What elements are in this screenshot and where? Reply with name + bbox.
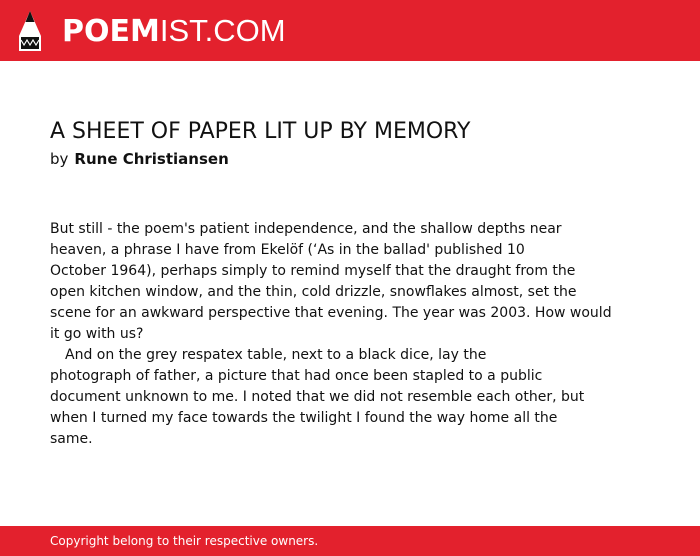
poem-line: And on the grey respatex table, next to a black dice, lay the xyxy=(65,347,487,363)
poem-line: when I turned my face towards the twilight I found the way home all the xyxy=(50,410,558,426)
poem-body xyxy=(50,219,650,450)
poem-line: scene for an awkward perspective that evening. The year was 2003. How would xyxy=(50,305,612,321)
poem-line: open kitchen window, and the thin, cold drizzle, snowflakes almost, set the xyxy=(50,284,577,300)
copyright-notice: Copyright belong to their respective owners. xyxy=(50,534,319,548)
header-bar xyxy=(0,0,700,61)
pencil-tip-icon xyxy=(18,10,42,52)
footer-bar xyxy=(0,526,700,556)
logo-wordmark xyxy=(62,10,286,53)
poem-line: document unknown to me. I noted that we did not resemble each other, but xyxy=(50,389,585,405)
byline-prefix: by xyxy=(50,150,69,168)
poem-line: heaven, a phrase I have from Ekelöf (‘As in the ballad' published 10 xyxy=(50,242,525,258)
poem-line: same. xyxy=(50,431,93,447)
site-logo[interactable] xyxy=(18,10,286,52)
poem-title: A SHEET OF PAPER LIT UP BY MEMORY xyxy=(50,119,471,144)
poem-line: photograph of father, a picture that had once been stapled to a public xyxy=(50,368,543,384)
poem-line: it go with us? xyxy=(50,326,144,342)
logo-wordmark-light: IST.COM xyxy=(159,12,286,48)
poem-line: October 1964), perhaps simply to remind myself that the draught from the xyxy=(50,263,576,279)
author-name[interactable]: Rune Christiansen xyxy=(74,150,229,168)
byline xyxy=(50,149,229,169)
poem-line: But still - the poem's patient independence, and the shallow depths near xyxy=(50,221,562,237)
logo-wordmark-bold: POEM xyxy=(62,13,160,49)
